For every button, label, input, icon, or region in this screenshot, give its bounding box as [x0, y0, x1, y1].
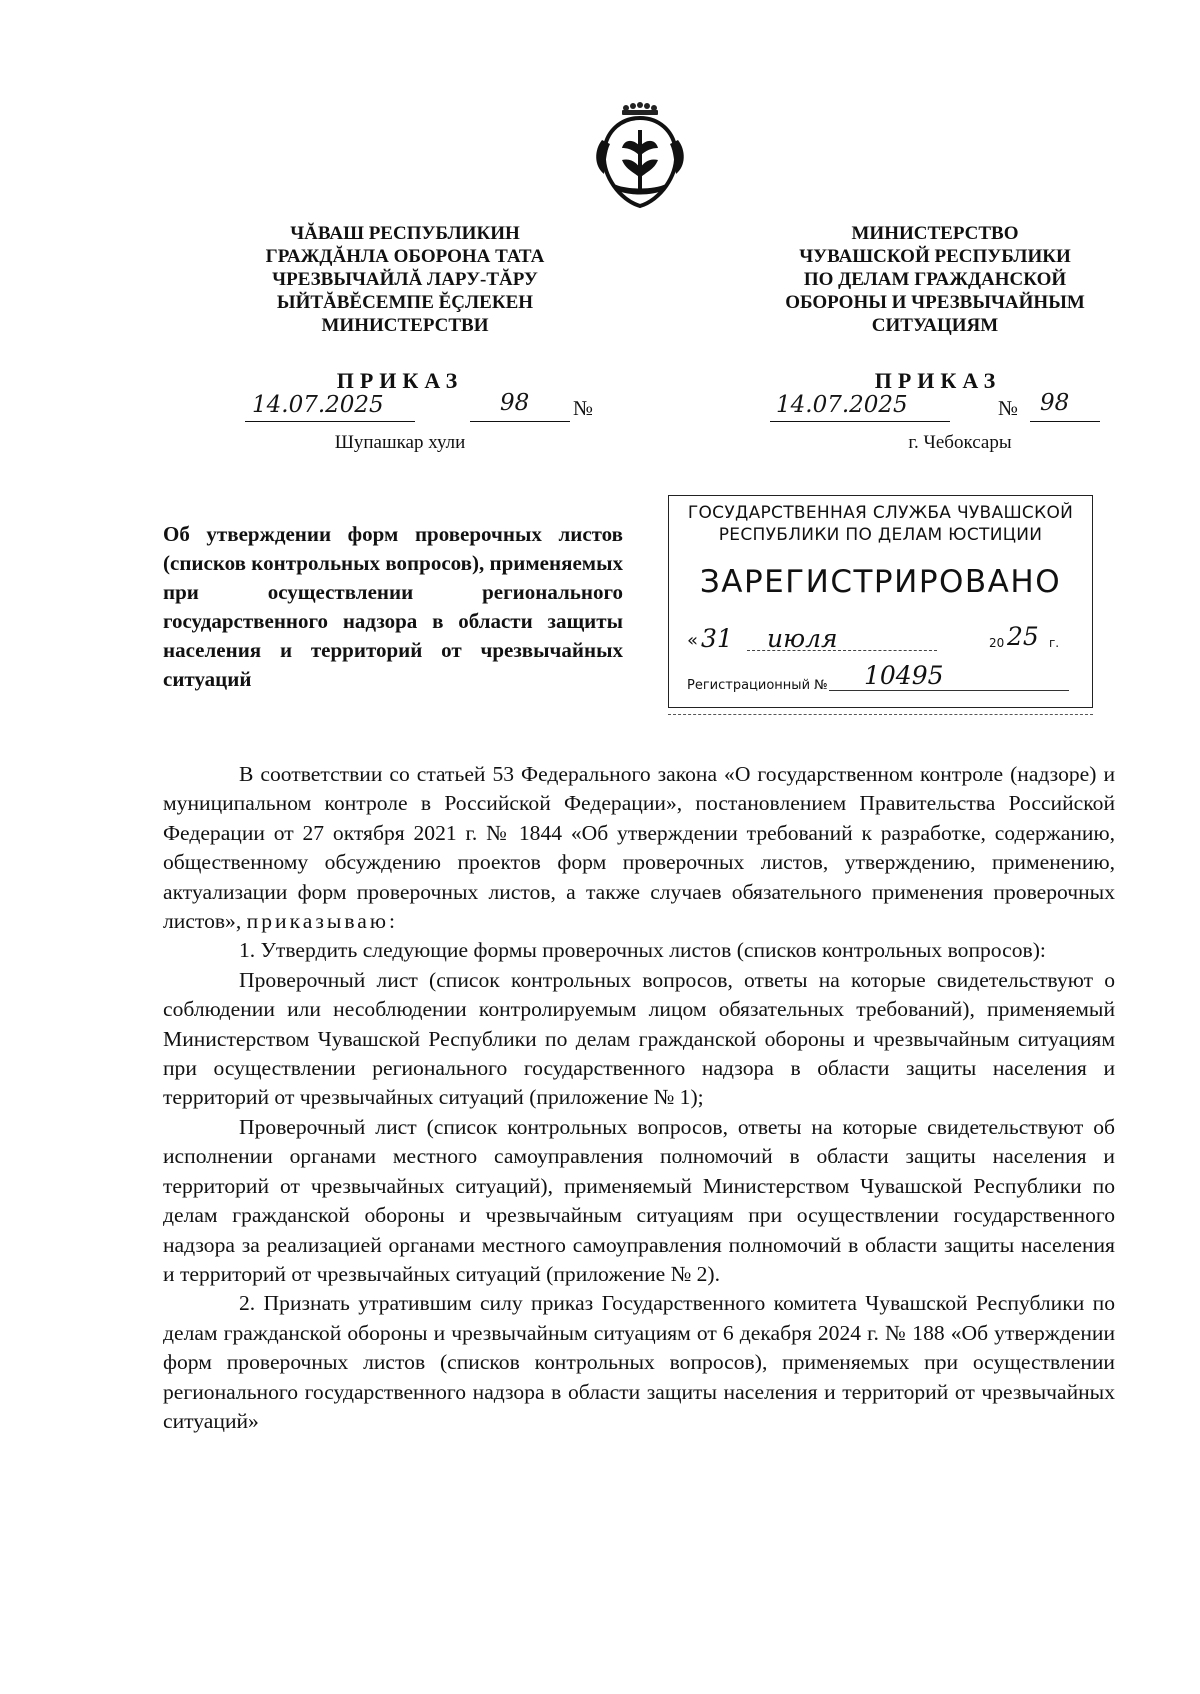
stamp-month-line [747, 650, 937, 651]
order-date-left: 14.07.2025 [252, 392, 384, 418]
coat-of-arms-emblem [592, 100, 688, 212]
order-date-right: 14.07.2025 [776, 392, 908, 418]
order-title: Об утверждении форм проверочных листов (списков контрольных вопросов), применяемых при осуществлении регионального государственного надзора в области защиты населения и территорий от чрезвычайных ситуаций [163, 522, 623, 691]
order-verb: приказываю: [246, 909, 398, 934]
stamp-reg-number-label: Регистрационный № [687, 678, 828, 693]
stamp-day: 31 [701, 624, 733, 653]
body-paragraph-form-2: Проверочный лист (список контрольных вопросов, ответы на которые свидетельствуют об исполнении органами местного самоуправления полномочий в области защиты населения и территорий от чрезвычайных ситуаций), применяемый Министерством Чувашской Республики по делам гражданской обороны и чрезвычайным ситуациям при осуществлении государственного надзора за реализацией органами местного самоуправления полномочий в области защиты населения и территорий от чрезвычайных ситуаций (приложение № 2). [163, 1114, 1115, 1286]
number-sign-right: № [998, 396, 1019, 420]
body-paragraph-form-1: Проверочный лист (список контрольных вопросов, ответы на которые свидетельствуют о соблюдении или несоблюдении контролируемым лицом обязательных требований), применяемый Министерством Чувашской Республики по делам гражданской обороны и чрезвычайным ситуациям при осуществлении регионального государственного надзора в области защиты населения и территорий от чрезвычайных ситуаций (приложение № 1); [163, 967, 1115, 1110]
place-right: г. Чебоксары [908, 432, 1012, 453]
header-org-russian: МИНИСТЕРСТВО ЧУВАШСКОЙ РЕСПУБЛИКИ ПО ДЕЛАМ ГРАЖДАНСКОЙ ОБОРОНЫ И ЧРЕЗВЫЧАЙНЫМ СИТУАЦИЯМ [785, 223, 1085, 336]
body-paragraph-1: 1. Утвердить следующие формы проверочных листов (списков контрольных вопросов): [239, 938, 1046, 963]
stamp-bottom-dash [668, 714, 1093, 715]
date-line-right [770, 421, 950, 422]
order-number-right: 98 [1040, 390, 1070, 416]
order-heading-right: ПРИКАЗ [874, 368, 1002, 393]
stamp-quote-open: « [687, 630, 699, 651]
preamble-text: В соответствии со статьей 53 Федерального закона «О государственном контроле (надзоре) и муниципальном контроле в Российской Федерации», постановлением Правительства Российской Федерации от 27 октября 2021 г. № 1844 «Об утверждении требований к разработке, содержанию, общественному обсуждению проектов форм проверочных листов, утверждению, применению, актуализации форм проверочных листов, а также случаев обязательного применения проверочных листов», [163, 762, 1115, 934]
stamp-date-line [687, 624, 1067, 654]
number-line-right [1030, 421, 1100, 422]
stamp-month: июля [767, 624, 838, 653]
order-number-left: 98 [500, 390, 530, 416]
body-paragraph-preamble [163, 760, 1115, 936]
registration-stamp [668, 495, 1093, 708]
body-paragraph-2: 2. Признать утратившим силу приказ Государственного комитета Чувашской Республики по делам гражданской обороны и чрезвычайным ситуациям от 6 декабря 2024 г. № 188 «Об утверждении форм проверочных листов (списков контрольных вопросов), применяемых при осуществлении регионального государственного надзора в области защиты населения и территорий от чрезвычайных ситуаций» [163, 1291, 1115, 1433]
order-body [163, 760, 1115, 1436]
order-heading-left: ПРИКАЗ [336, 368, 464, 393]
stamp-year-unit: г. [1049, 636, 1060, 650]
number-sign-left: № [573, 396, 594, 420]
stamp-year-suffix: 25 [1007, 622, 1039, 651]
stamp-reg-number: 10495 [864, 661, 944, 690]
header-org-chuvash: ЧĂВАШ РЕСПУБЛИКИН ГРАЖДĂНЛА ОБОРОНА ТАТА ЧРЕЗВЫЧАЙЛĂ ЛАРУ-ТĂРУ ЫЙТĂВĔСЕМПЕ ĔÇЛЕКЕН МИНИСТЕРСТВИ [265, 223, 545, 336]
number-line-left [470, 421, 570, 422]
place-left: Шупашкар хули [334, 432, 466, 453]
stamp-organization: ГОСУДАРСТВЕННАЯ СЛУЖБА ЧУВАШСКОЙ РЕСПУБЛИКИ ПО ДЕЛАМ ЮСТИЦИИ [687, 503, 1074, 545]
stamp-reg-number-line [829, 690, 1069, 691]
stamp-year-prefix: 20 [989, 636, 1005, 650]
stamp-registered-label: ЗАРЕГИСТРИРОВАНО [699, 564, 1062, 600]
date-line-left [245, 421, 415, 422]
